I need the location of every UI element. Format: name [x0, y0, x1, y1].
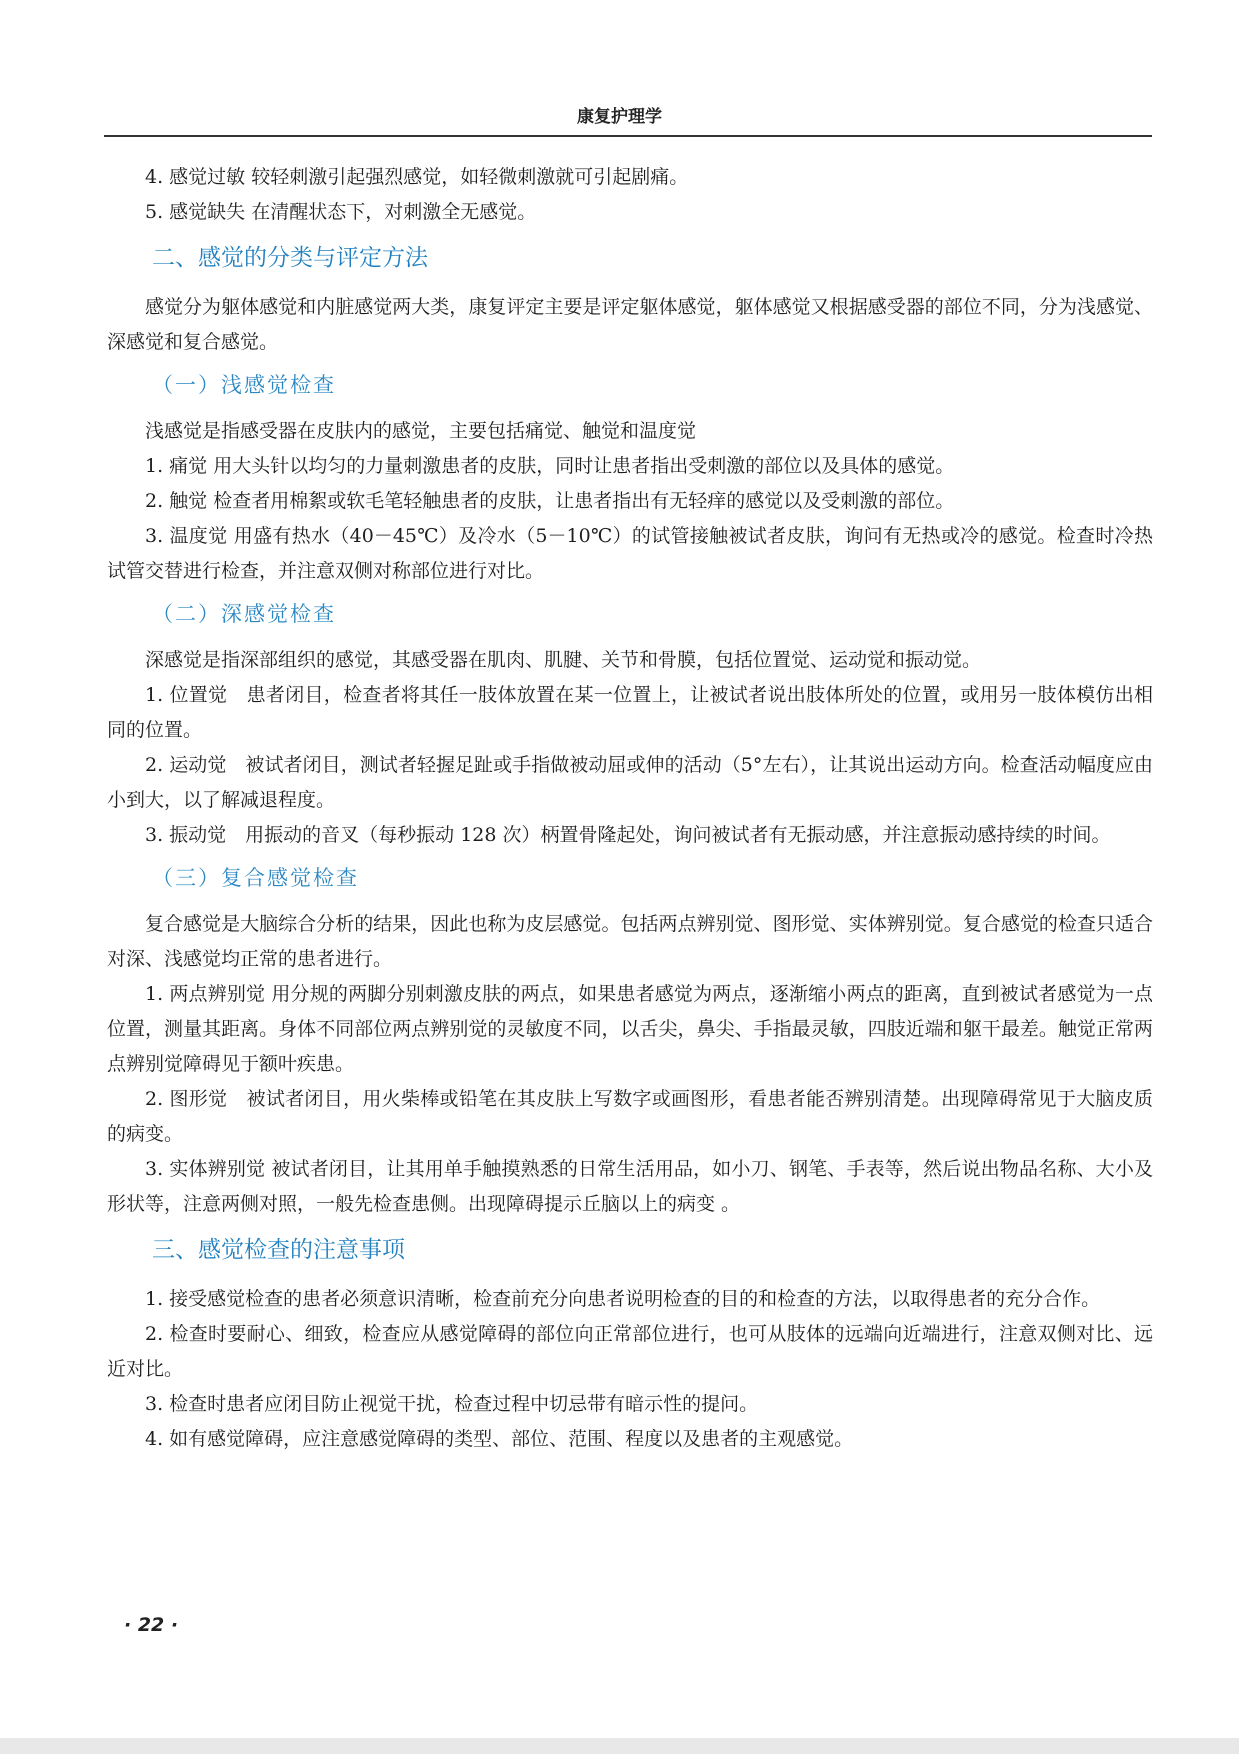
subsection-heading: （二）深感觉检查 — [152, 602, 336, 626]
page-number: · 22 · — [124, 1614, 179, 1636]
paragraph: 4. 如有感觉障碍，应注意感觉障碍的类型、部位、范围、程度以及患者的主观感觉。 — [145, 1428, 854, 1450]
paragraph: 2. 检查时要耐心、细致，检查应从感觉障碍的部位向正常部位进行，也可从肢体的远端向近端进行，注意双侧对比、远近对比。 — [107, 1323, 1153, 1380]
paragraph: 5. 感觉缺失 在清醒状态下，对刺激全无感觉。 — [145, 201, 537, 223]
section-heading: 三、感觉检查的注意事项 — [152, 1237, 405, 1263]
header-divider — [104, 135, 1152, 137]
paragraph: 1. 痛觉 用大头针以均匀的力量刺激患者的皮肤，同时让患者指出受刺激的部位以及具体的感觉。 — [145, 455, 955, 477]
paragraph: 复合感觉是大脑综合分析的结果，因此也称为皮层感觉。包括两点辨别觉、图形觉、实体辨别觉。复合感觉的检查只适合对深、浅感觉均正常的患者进行。 — [107, 913, 1153, 970]
paragraph: 1. 位置觉 患者闭目，检查者将其任一肢体放置在某一位置上，让被试者说出肢体所处的位置，或用另一肢体模仿出相同的位置。 — [107, 684, 1153, 741]
paragraph: 3. 检查时患者应闭目防止视觉干扰，检查过程中切忌带有暗示性的提问。 — [145, 1393, 759, 1415]
paragraph: 3. 温度觉 用盛有热水（40－45℃）及冷水（5－10℃）的试管接触被试者皮肤，询问有无热或冷的感觉。检查时冷热试管交替进行检查，并注意双侧对称部位进行对比。 — [107, 525, 1153, 582]
paragraph: 3. 实体辨别觉 被试者闭目，让其用单手触摸熟悉的日常生活用品，如小刀、钢笔、手表等，然后说出物品名称、大小及形状等，注意两侧对照，一般先检查患侧。出现障碍提示丘脑以上的病变 。 — [107, 1158, 1153, 1215]
paragraph: 1. 接受感觉检查的患者必须意识清晰，检查前充分向患者说明检查的目的和检查的方法，以取得患者的充分合作。 — [145, 1288, 1101, 1310]
running-header: 康复护理学 — [577, 107, 662, 127]
subsection-heading: （一）浅感觉检查 — [152, 373, 336, 397]
section-heading: 二、感觉的分类与评定方法 — [152, 245, 428, 271]
paragraph: 深感觉是指深部组织的感觉，其感受器在肌肉、肌腱、关节和骨膜，包括位置觉、运动觉和振动觉。 — [145, 649, 982, 671]
paragraph: 2. 图形觉 被试者闭目，用火柴棒或铅笔在其皮肤上写数字或画图形，看患者能否辨别清楚。出现障碍常见于大脑皮质的病变。 — [107, 1088, 1153, 1145]
paragraph: 2. 运动觉 被试者闭目，测试者轻握足趾或手指做被动屈或伸的活动（5°左右），让其说出运动方向。检查活动幅度应由小到大，以了解减退程度。 — [107, 754, 1153, 811]
subsection-heading: （三）复合感觉检查 — [152, 866, 359, 890]
paragraph: 3. 振动觉 用振动的音叉（每秒振动 128 次）柄置骨隆起处，询问被试者有无振动感，并注意振动感持续的时间。 — [145, 824, 1111, 846]
paragraph: 1. 两点辨别觉 用分规的两脚分别刺激皮肤的两点，如果患者感觉为两点，逐渐缩小两点的距离，直到被试者感觉为一点位置，测量其距离。身体不同部位两点辨别觉的灵敏度不同，以舌尖，鼻尖、手指最灵敏，四肢近端和躯干最差。触觉正常两点辨别觉障碍见于额叶疾患。 — [107, 983, 1153, 1075]
page-body — [107, 160, 1153, 1457]
paragraph: 2. 触觉 检查者用棉絮或软毛笔轻触患者的皮肤，让患者指出有无轻痒的感觉以及受刺激的部位。 — [145, 490, 955, 512]
scan-bottom-edge — [0, 1738, 1239, 1754]
paragraph: 浅感觉是指感受器在皮肤内的感觉，主要包括痛觉、触觉和温度觉 — [145, 420, 697, 442]
paragraph: 4. 感觉过敏 较轻刺激引起强烈感觉，如轻微刺激就可引起剧痛。 — [145, 166, 689, 188]
paragraph: 感觉分为躯体感觉和内脏感觉两大类，康复评定主要是评定躯体感觉，躯体感觉又根据感受器的部位不同，分为浅感觉、深感觉和复合感觉。 — [107, 296, 1153, 353]
